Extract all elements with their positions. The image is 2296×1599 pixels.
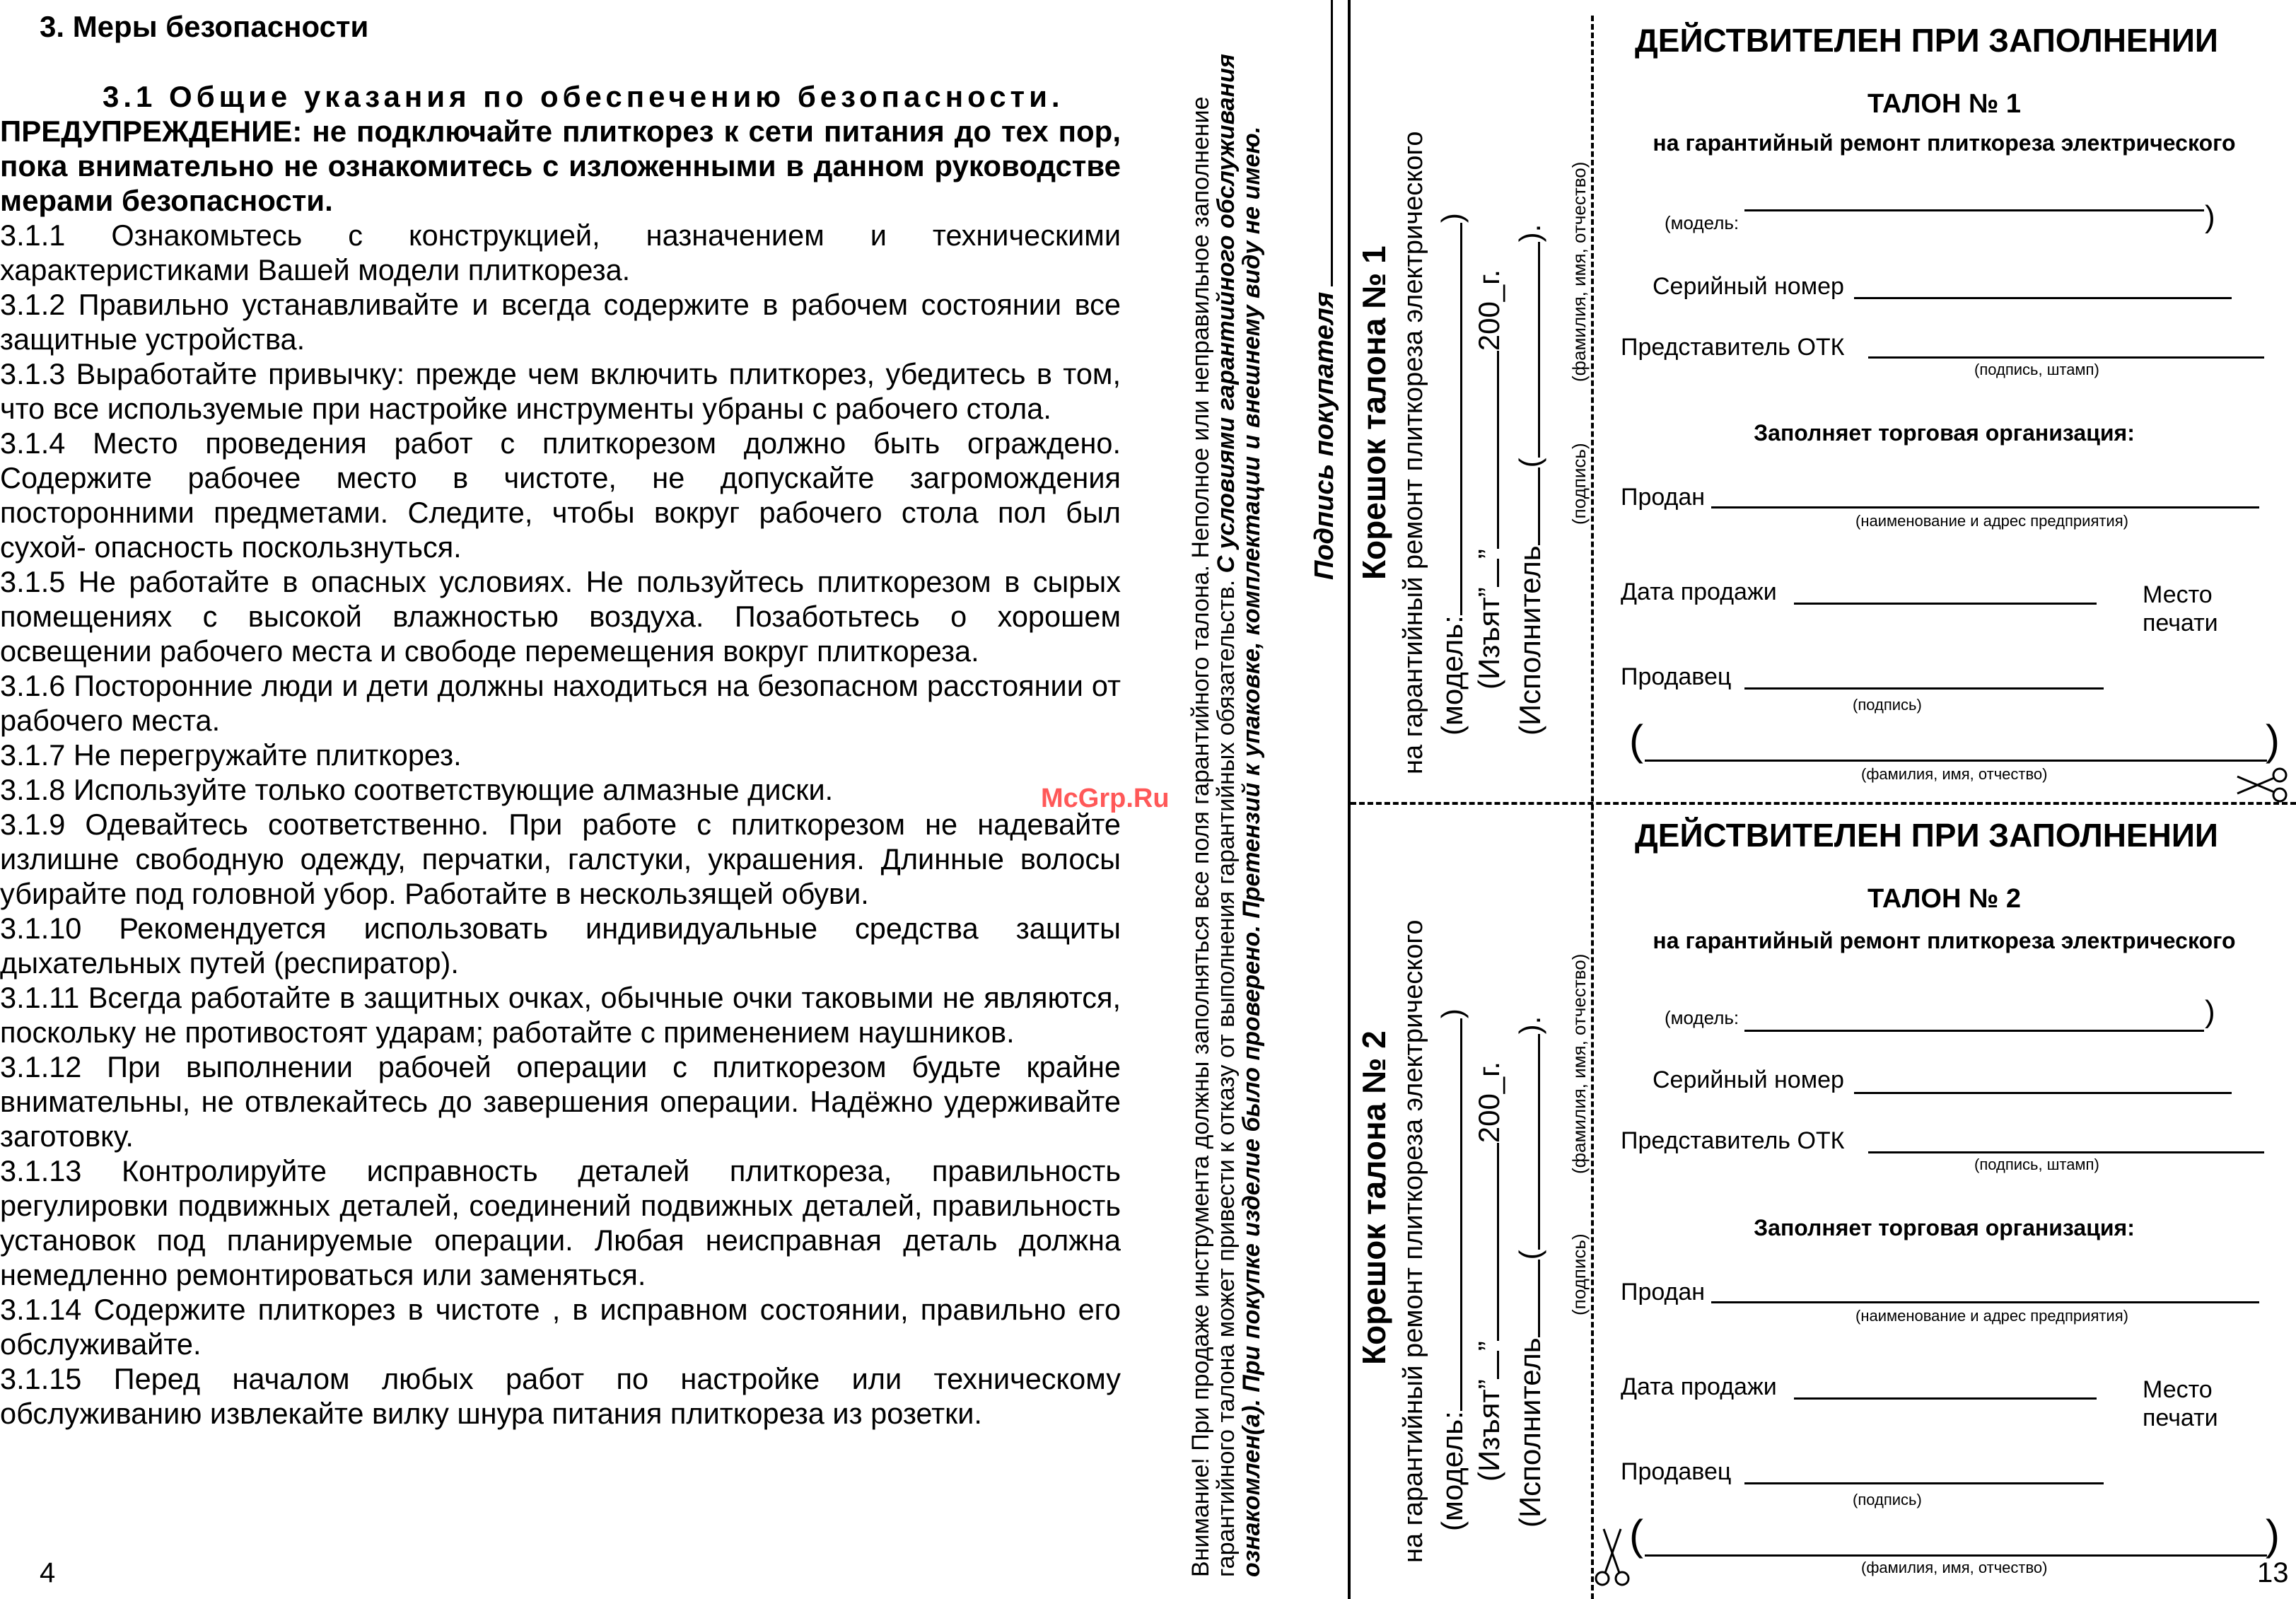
paragraph: 3.1.12 При выполнении рабочей операции с плиткорезом будьте крайне внимательны, не отвлекайтесь до завершения операции. Надёжно удерживайте заготовку. (0, 1050, 1121, 1153)
section-title: 3. Меры безопасности (40, 10, 369, 43)
buyer-signature-label: Подпись покупателя (1310, 291, 1339, 580)
paragraph: 3.1.1 Ознакомьтесь с конструкцией, назначением и техническими характеристиками Вашей модели плиткореза. (0, 219, 1121, 286)
coupon-2-seller-label: Продавец (1621, 1458, 1732, 1485)
coupon-1-serial-field[interactable] (1854, 297, 2232, 299)
stub-2-seized[interactable] (1472, 1062, 1506, 1482)
scissors-icon (2234, 765, 2291, 805)
coupon-1-valid: ДЕЙСТВИТЕЛЕН ПРИ ЗАПОЛНЕНИИ (1635, 22, 2218, 59)
stub-1-model-close: ) (1435, 213, 1469, 223)
coupon-1-date-field[interactable] (1794, 603, 2097, 605)
stub-1-sign-hint: (подпись) (1568, 443, 1590, 525)
stub-1-subtitle: на гарантийный ремонт плиткореза электрического (1399, 131, 1428, 774)
stub-2-executor-label: (Исполнитель (1513, 1337, 1546, 1528)
coupon-2-otk-hint: (подпись, штамп) (1974, 1156, 2099, 1173)
coupon-2-model-close: ) (2205, 994, 2215, 1029)
stub-1-executor-name[interactable] (1514, 242, 1540, 458)
paragraph: 3.1.6 Посторонние люди и дети должны находиться на безопасном расстоянии от рабочего места. (0, 669, 1121, 737)
stub-2-model-field[interactable] (1436, 1018, 1462, 1411)
coupon-2-fio-close: ) (2266, 1511, 2280, 1559)
stub-1-model[interactable] (1435, 213, 1469, 735)
coupon-1-model-close: ) (2205, 199, 2215, 234)
coupon-1-fio-open: ( (1629, 716, 1643, 764)
paragraph: 3.1.13 Контролируйте исправность деталей плиткореза, правильность регулировки подвижных деталей, соединений подвижных деталей, правильность установок под планируемые операции. Любая неисправная деталь должна немедленно ремонтироваться или заменяться. (0, 1154, 1121, 1291)
paragraph: 3.1.11 Всегда работайте в защитных очках, обычные очки таковыми не являются, поскольку не противостоят ударам; работайте с применением наушников. (0, 981, 1121, 1049)
stub-1-close: ). (1513, 223, 1546, 243)
coupon-1-otk-field[interactable] (1868, 356, 2264, 359)
coupon-2-model-label: (модель: (1665, 1007, 1740, 1028)
buyer-signature-line[interactable] (1310, 0, 1333, 286)
paragraph: 3.1.8 Используйте только соответствующие алмазные диски. (0, 773, 834, 806)
scissors-icon (1592, 1526, 1632, 1590)
coupon-2-seller-hint: (подпись) (1853, 1491, 1922, 1508)
stub-2-year: 200_г. (1472, 1061, 1505, 1144)
stub-1-year: 200_г. (1472, 269, 1505, 351)
subheading (0, 79, 1121, 218)
coupon-1-otk-hint: (подпись, штамп) (1974, 361, 2099, 378)
paragraph: 3.1.3 Выработайте привычку: прежде чем включить плиткорез, убедитесь в том, что все используемые при настройке инструменты убраны с рабочего стола. (0, 357, 1121, 425)
coupon-1-trade-org: Заполняет торговая организация: (1754, 420, 2135, 446)
coupon-2-fio-field[interactable] (1645, 1554, 2267, 1557)
coupon-1-seller-hint: (подпись) (1853, 696, 1922, 714)
stub-1-title: Корешок талона № 1 (1356, 245, 1392, 580)
stub-1-model-field[interactable] (1436, 223, 1462, 615)
coupon-1-seller-field[interactable] (1744, 687, 2104, 690)
subheading-title: 3.1 Общие указания по обеспечению безопасности. (103, 80, 1064, 113)
stub-1-seized-label: (Изъят” (1472, 587, 1505, 690)
coupon-2-sold-label: Продан (1621, 1279, 1706, 1306)
stub-2-fio-hint: (фамилия, имя, отчество) (1568, 953, 1590, 1174)
stub-2-month-field[interactable] (1473, 1143, 1499, 1341)
stub-2-title: Корешок талона № 2 (1356, 1030, 1392, 1365)
stub-1-seized[interactable] (1472, 269, 1506, 690)
subheading-warning: ПРЕДУПРЕЖДЕНИЕ: не подключайте плиткорез к сети питания до тех пор, пока внимательно не ознакомитесь с изложенными в данном руководстве мерами безопасности. (0, 115, 1121, 217)
stub-2-executor-name[interactable] (1514, 1034, 1540, 1250)
fold-line (1348, 0, 1351, 1599)
coupon-2-serial-label: Серийный номер (1653, 1066, 1844, 1093)
coupon-1-sold-label: Продан (1621, 484, 1706, 511)
coupon-1-stamp-1: Место (2143, 581, 2213, 608)
coupon-1-serial-label: Серийный номер (1653, 273, 1844, 300)
coupon-2-seller-field[interactable] (1744, 1482, 2104, 1484)
coupon-1-model-label: (модель: (1665, 212, 1740, 233)
paragraph: 3.1.7 Не перегружайте плиткорез. (0, 738, 462, 772)
coupon-2-serial-field[interactable] (1854, 1092, 2232, 1094)
coupon-1-otk-label: Представитель ОТК (1621, 334, 1845, 361)
coupon-2-fio-open: ( (1629, 1511, 1643, 1559)
buyer-signature[interactable] (1310, 0, 1340, 580)
coupon-1-stamp-2: печати (2143, 610, 2218, 636)
notice-text: Внимание! При продаже инструмента должны заполняться все поля гарантийного талона. Неполное или неправильное заполнение гарантийного талона может привести к отказу от выполнения гарантийных обязательств. (1187, 96, 1240, 1577)
coupon-1-sold-hint: (наименование и адрес предприятия) (1855, 512, 2128, 530)
stub-1-day-field[interactable] (1473, 559, 1499, 587)
coupon-2-sold-field[interactable] (1711, 1301, 2259, 1303)
coupon-2-fio-hint: (фамилия, имя, отчество) (1861, 1559, 2048, 1576)
stub-1-executor-sign[interactable] (1514, 467, 1540, 545)
stub-2-close: ). (1513, 1016, 1546, 1035)
paragraph: 3.1.14 Содержите плиткорез в чистоте , в исправном состоянии, правильно его обслуживайте. (0, 1293, 1121, 1361)
stub-1-executor-label: (Исполнитель (1513, 545, 1546, 735)
stub-2-model-close: ) (1435, 1008, 1469, 1019)
paragraph: 3.1.5 Не работайте в опасных условиях. Не пользуйтесь плиткорезом в сырых помещениях с высокой влажностью воздуха. Позаботьтесь о хорошем освещении рабочего места и свободе перемещения вокруг плиткореза. (0, 565, 1121, 668)
coupon-1-fio-close: ) (2266, 716, 2280, 764)
coupon-2-otk-label: Представитель ОТК (1621, 1127, 1845, 1154)
coupon-1-sold-field[interactable] (1711, 506, 2259, 508)
stub-2-model[interactable] (1435, 1008, 1469, 1531)
coupon-2-date-field[interactable] (1794, 1397, 2097, 1400)
coupon-1-subtitle: на гарантийный ремонт плиткореза электрического (1653, 130, 2236, 156)
coupon-2-subtitle: на гарантийный ремонт плиткореза электрического (1653, 928, 2236, 953)
stub-1-seized-quote: ” (1472, 549, 1505, 559)
watermark: McGrp.Ru (1041, 784, 1170, 813)
coupon-2-trade-org: Заполняет торговая организация: (1754, 1215, 2135, 1240)
coupon-2-otk-field[interactable] (1868, 1151, 2264, 1153)
coupon-2-date-label: Дата продажи (1621, 1373, 1777, 1400)
coupon-1-fio-field[interactable] (1645, 760, 2267, 762)
stub-1-executor[interactable]: (Исполнитель(). (1513, 223, 1546, 735)
paragraph: 3.1.9 Одевайтесь соответственно. При работе с плиткорезом не надевайте излишне свободную одежду, перчатки, галстуки, украшения. Длинные волосы убирайте под головной убор. Работайте в нескользящей обуви. (0, 808, 1121, 910)
coupon-1-date-label: Дата продажи (1621, 578, 1777, 605)
stub-2-executor-sign[interactable] (1514, 1260, 1540, 1337)
paragraph: 3.1.10 Рекомендуется использовать индивидуальные средства защиты дыхательных путей (респиратор). (0, 912, 1121, 979)
coupon-1 (1592, 0, 2296, 802)
stub-2-seized-quote: ” (1472, 1341, 1505, 1351)
coupon-2-model-field[interactable] (1744, 1030, 2204, 1032)
coupon-2-title: ТАЛОН № 2 (1867, 884, 2021, 914)
stub-2-day-field[interactable] (1473, 1351, 1499, 1379)
paragraph: 3.1.4 Место проведения работ с плиткорезом должно быть ограждено. Содержите рабочее место в чистоте, не допускайте загромождения посторонними предметами. Следите, чтобы вокруг рабочего стола пол был сухой- опасность поскользнуться. (0, 426, 1121, 564)
coupon-1-fio-hint: (фамилия, имя, отчество) (1861, 765, 2048, 783)
paragraph: 3.1.2 Правильно устанавливайте и всегда содержите в рабочем состоянии все защитные устройства. (0, 288, 1121, 356)
page-number-right: 13 (2257, 1557, 2289, 1588)
stub-1-month-field[interactable] (1473, 351, 1499, 549)
stub-2-seized-label: (Изъят” (1472, 1379, 1505, 1482)
stub-1-fio-hint: (фамилия, имя, отчество) (1568, 161, 1590, 382)
coupon-2-sold-hint: (наименование и адрес предприятия) (1855, 1307, 2128, 1325)
coupon-2 (1592, 805, 2296, 1599)
warranty-notice (1188, 0, 1264, 1577)
stub-2-subtitle: на гарантийный ремонт плиткореза электрического (1399, 919, 1428, 1563)
paragraph: 3.1.15 Перед началом любых работ по настройке или техническому обслуживанию извлекайте вилку шнура питания плиткореза из розетки. (0, 1362, 1121, 1430)
coupon-1-title: ТАЛОН № 1 (1867, 89, 2021, 119)
coupon-1-model-field[interactable] (1744, 209, 2204, 211)
coupon-2-stamp-2: печати (2143, 1405, 2218, 1431)
stub-1-model-label: (модель: (1435, 615, 1469, 735)
page-number-left: 4 (40, 1557, 56, 1588)
coupon-2-valid: ДЕЙСТВИТЕЛЕН ПРИ ЗАПОЛНЕНИИ (1635, 817, 2218, 854)
stub-2-sign-hint: (подпись) (1568, 1233, 1590, 1315)
stub-2-model-label: (модель: (1435, 1411, 1469, 1531)
safety-paragraphs (0, 218, 1121, 1431)
coupon-1-seller-label: Продавец (1621, 663, 1732, 690)
notice-agreement: С условиями гарантийного обслуживания ознакомлен(а). При покупке изделие было проверено. Претензий к упаковке, комплектации и внешнему виду не имею. (1213, 54, 1265, 1577)
coupon-2-stamp-1: Место (2143, 1376, 2213, 1403)
stub-2-executor[interactable]: (Исполнитель(). (1513, 1016, 1546, 1528)
